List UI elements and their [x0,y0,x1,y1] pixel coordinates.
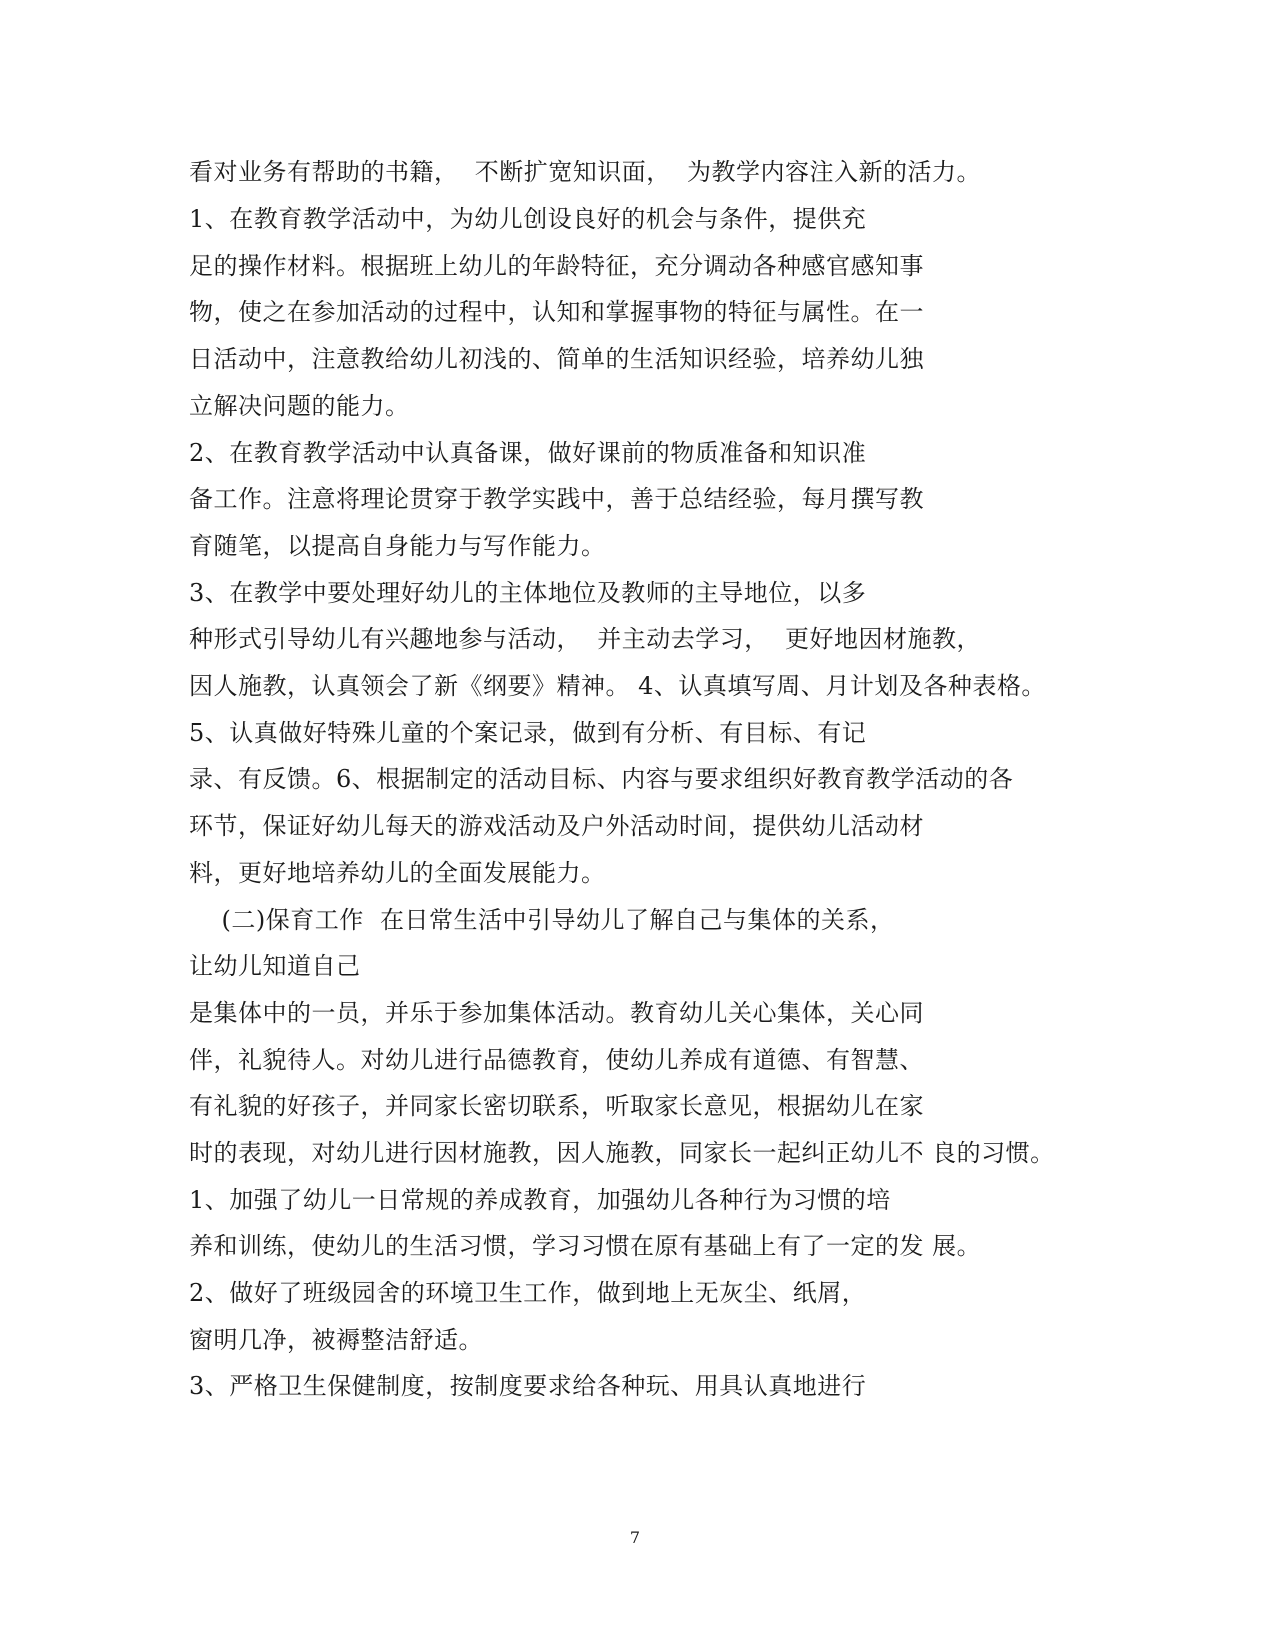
text-line: 2、做好了班级园舍的环境卫生工作，做到地上无灰尘、纸屑， [189,1279,867,1307]
text-line: 养和训练，使幼儿的生活习惯，学习习惯在原有基础上有了一定的发 展。 [189,1232,982,1260]
text-line: 时的表现，对幼儿进行因材施教，因人施教，同家长一起纠正幼儿不 良的习惯。 [189,1139,1055,1167]
text-line: 录、有反馈。6、根据制定的活动目标、内容与要求组织好教育教学活动的各 [189,765,1014,793]
text-line: 让幼儿知道自己 [189,952,361,980]
text-line: 日活动中，注意教给幼儿初浅的、简单的生活知识经验，培养幼儿独 [189,345,924,373]
text-line: 有礼貌的好孩子，并同家长密切联系，听取家长意见，根据幼儿在家 [189,1092,924,1120]
text-line: 5、认真做好特殊儿童的个案记录，做到有分析、有目标、有记 [189,719,867,747]
text-line: 3、严格卫生保健制度，按制度要求给各种玩、用具认真地进行 [189,1372,867,1400]
text-line: 1、在教育教学活动中，为幼儿创设良好的机会与条件，提供充 [189,205,867,233]
text-line: 足的操作材料。根据班上幼儿的年龄特征，充分调动各种感官感知事 [189,252,924,280]
text-line: 窗明几净，被褥整洁舒适。 [189,1326,483,1354]
text-line: 因人施教，认真领会了新《纲要》精神。 4、认真填写周、月计划及各种表格。 [189,672,1046,700]
text-line: (二)保育工作 在日常生活中引导幼儿了解自己与集体的关系， [189,906,895,934]
text-line: 料，更好地培养幼儿的全面发展能力。 [189,859,606,887]
text-line: 伴，礼貌待人。对幼儿进行品德教育，使幼儿养成有道德、有智慧、 [189,1046,924,1074]
text-line: 备工作。注意将理论贯穿于教学实践中，善于总结经验，每月撰写教 [189,485,924,513]
text-line: 2、在教育教学活动中认真备课，做好课前的物质准备和知识准 [189,439,867,467]
page-number: 7 [629,1528,641,1547]
text-line: 立解决问题的能力。 [189,392,410,420]
text-line: 种形式引导幼儿有兴趣地参与活动， 并主动去学习， 更好地因材施教， [189,625,982,653]
text-line: 育随笔，以提高自身能力与写作能力。 [189,532,606,560]
text-line: 看对业务有帮助的书籍， 不断扩宽知识面， 为教学内容注入新的活力。 [189,158,982,186]
text-line: 物，使之在参加活动的过程中，认知和掌握事物的特征与属性。在一 [189,298,924,326]
text-line: 环节，保证好幼儿每天的游戏活动及户外活动时间，提供幼儿活动材 [189,812,924,840]
text-line: 1、加强了幼儿一日常规的养成教育，加强幼儿各种行为习惯的培 [189,1186,891,1214]
text-line: 3、在教学中要处理好幼儿的主体地位及教师的主导地位，以多 [189,579,867,607]
text-line: 是集体中的一员，并乐于参加集体活动。教育幼儿关心集体，关心同 [189,999,924,1027]
